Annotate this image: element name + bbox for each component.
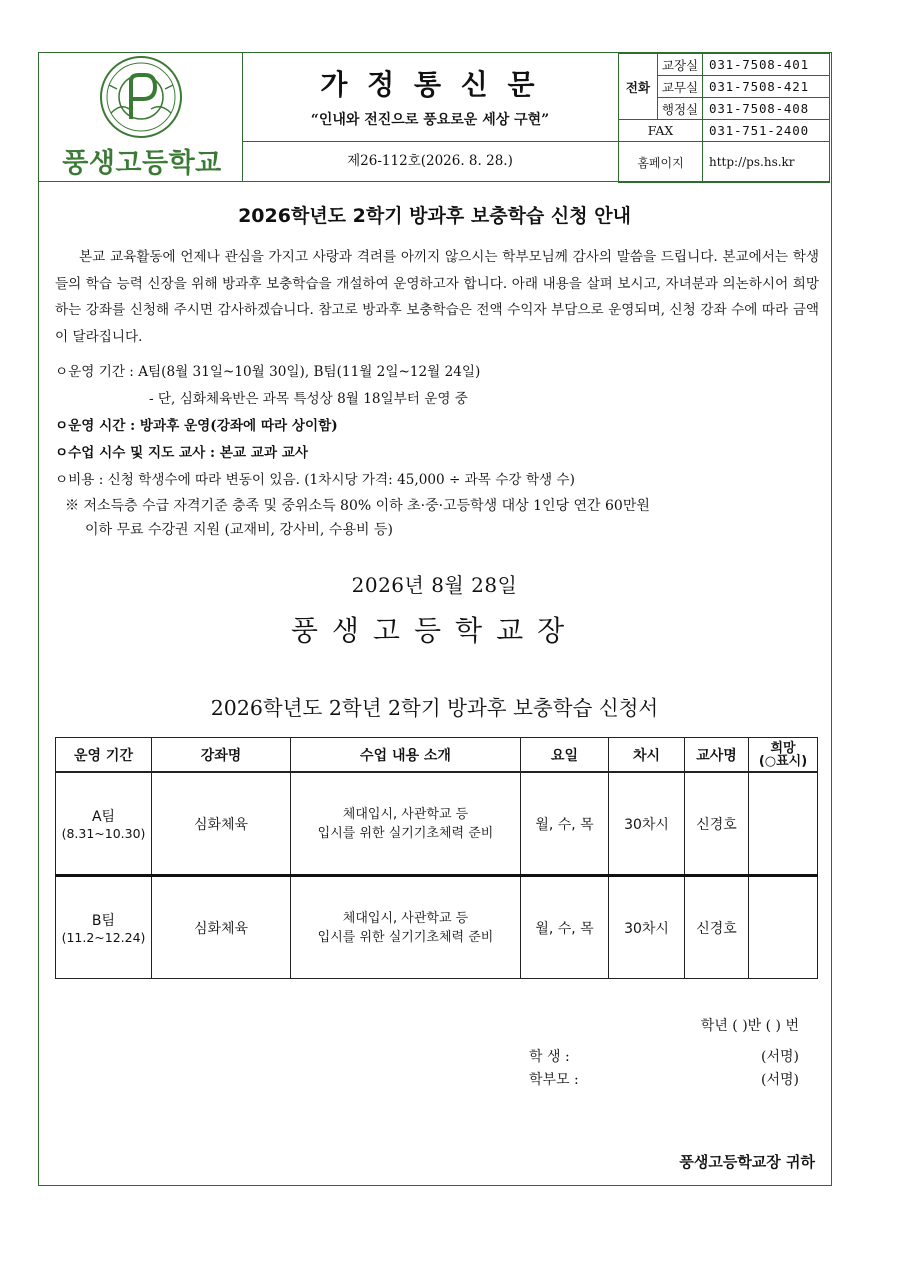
period-item: ㅇ운영 기간 : A팀(8월 31일~10월 30일), B팀(11월 2일~12월 24일) bbox=[55, 364, 481, 380]
support-note bbox=[55, 494, 825, 542]
info-items bbox=[55, 359, 825, 542]
contact-label: 교장실 bbox=[658, 54, 703, 76]
col-header: 교사명 bbox=[685, 738, 749, 773]
contact-number: 031-7508-421 bbox=[703, 76, 830, 98]
issue-number: 제26-112호(2026. 8. 28.) bbox=[242, 141, 619, 181]
student-label: 학 생 : bbox=[529, 1049, 570, 1065]
newsletter-frame bbox=[38, 52, 832, 1186]
school-motto: “인내와 전진으로 풍요로운 세상 구현” bbox=[310, 112, 550, 128]
fax-number: 031-751-2400 bbox=[703, 120, 830, 142]
phone-label: 전화 bbox=[619, 54, 658, 120]
period-note: - 단, 심화체육반은 과목 특성상 8월 18일부터 운영 중 bbox=[149, 391, 468, 407]
table-header-row bbox=[56, 738, 818, 773]
days-cell: 월, 수, 목 bbox=[521, 876, 609, 979]
student-sign-line[interactable] bbox=[529, 1046, 799, 1066]
course-cell: 심화체육 bbox=[152, 772, 291, 876]
course-cell: 심화체육 bbox=[152, 876, 291, 979]
period-cell bbox=[56, 772, 152, 876]
parent-label: 학부모 : bbox=[529, 1072, 579, 1088]
header bbox=[39, 53, 830, 182]
days-cell: 월, 수, 목 bbox=[521, 772, 609, 876]
logo-cell bbox=[39, 53, 243, 181]
team-label: A팀 bbox=[91, 808, 116, 825]
desc-line: 입시를 위한 실기기초체력 준비 bbox=[317, 825, 494, 841]
contact-number: 031-7508-408 bbox=[703, 98, 830, 120]
support-line: 이하 무료 수강권 지원 (교재비, 강사비, 수용비 등) bbox=[85, 522, 393, 538]
team-dates: (8.31~10.30) bbox=[61, 825, 146, 841]
hope-cell[interactable] bbox=[749, 876, 818, 979]
hope-cell[interactable] bbox=[749, 772, 818, 876]
school-name: 풍생고등학교 bbox=[62, 148, 222, 179]
newsletter-title: 가 정 통 신 문 bbox=[320, 68, 540, 101]
form-title: 2026학년도 2학년 2학기 방과후 보충학습 신청서 bbox=[210, 696, 659, 720]
col-header: 차시 bbox=[609, 738, 685, 773]
desc-line: 체대입시, 사관학교 등 bbox=[342, 806, 469, 822]
description-cell bbox=[291, 772, 521, 876]
homepage-label: 홈페이지 bbox=[619, 142, 703, 183]
col-header-hope bbox=[749, 738, 818, 773]
teacher-item: ㅇ수업 시수 및 지도 교사 : 본교 교과 교사 bbox=[55, 445, 308, 461]
support-line: ※ 저소득층 수급 자격기준 충족 및 중위소득 80% 이하 초·중·고등학생 대상 1인당 연간 60만원 bbox=[65, 498, 650, 514]
intro-paragraph: 본교 교육활동에 언제나 관심을 가지고 사랑과 격려를 아끼지 않으시는 학부모님께 감사의 말씀을 드립니다. 본교에서는 학생들의 학습 능력 신장을 위해 방과후 보충학습을 개설하여 운영하고자 합니다. 아래 내용을 살펴 보시고, 자녀분과 의논하시어 희망하는 강좌를 신청해 주시면 감사하겠습니다. 참고로 방과후 보충학습은 전액 수익자 부담으로 운영되며, 신청 강좌 수에 따라 금액이 달라집니다. bbox=[55, 249, 819, 345]
col-header: 수업 내용 소개 bbox=[291, 738, 521, 773]
team-dates: (11.2~12.24) bbox=[61, 929, 146, 945]
period-cell bbox=[56, 876, 152, 979]
desc-line: 입시를 위한 실기기초체력 준비 bbox=[317, 929, 494, 945]
principal-title: 풍생고등학교장 bbox=[290, 614, 579, 647]
col-header: 요일 bbox=[521, 738, 609, 773]
issue-date: 2026년 8월 28일 bbox=[351, 573, 518, 597]
application-table bbox=[55, 737, 818, 979]
fax-label: FAX bbox=[619, 120, 703, 142]
description-cell bbox=[291, 876, 521, 979]
contact-table bbox=[618, 53, 830, 183]
addressee: 풍생고등학교장 귀하 bbox=[679, 1153, 815, 1171]
sessions-cell: 30차시 bbox=[609, 876, 685, 979]
parent-sign-mark: (서명) bbox=[761, 1072, 799, 1088]
contact-number: 031-7508-401 bbox=[703, 54, 830, 76]
teacher-cell: 신경호 bbox=[685, 876, 749, 979]
homepage-url[interactable]: http://ps.hs.kr bbox=[703, 142, 830, 183]
school-emblem-icon bbox=[81, 55, 201, 143]
title-cell bbox=[242, 53, 619, 142]
parent-sign-line[interactable] bbox=[529, 1069, 799, 1089]
time-item: ㅇ운영 시간 : 방과후 운영(강좌에 따라 상이함) bbox=[55, 418, 338, 434]
hope-mark-label: (○표시) bbox=[758, 753, 808, 769]
team-label: B팀 bbox=[91, 912, 116, 929]
teacher-cell: 신경호 bbox=[685, 772, 749, 876]
contact-label: 교무실 bbox=[658, 76, 703, 98]
col-header: 운영 기간 bbox=[56, 738, 152, 773]
table-row bbox=[56, 772, 818, 876]
table-row bbox=[56, 876, 818, 979]
cost-item: ㅇ비용 : 신청 학생수에 따라 변동이 있음. (1차시당 가격: 45,000 ÷ 과목 수강 학생 수) bbox=[55, 472, 575, 488]
contact-label: 행정실 bbox=[658, 98, 703, 120]
student-sign-mark: (서명) bbox=[761, 1049, 799, 1065]
sessions-cell: 30차시 bbox=[609, 772, 685, 876]
col-header: 강좌명 bbox=[152, 738, 291, 773]
hope-label: 희망 bbox=[770, 740, 796, 756]
document-title: 2026학년도 2학기 방과후 보충학습 신청 안내 bbox=[238, 205, 631, 227]
grade-class-number-line[interactable]: 학년 ( )반 ( ) 번 bbox=[700, 1018, 799, 1034]
desc-line: 체대입시, 사관학교 등 bbox=[342, 910, 469, 926]
